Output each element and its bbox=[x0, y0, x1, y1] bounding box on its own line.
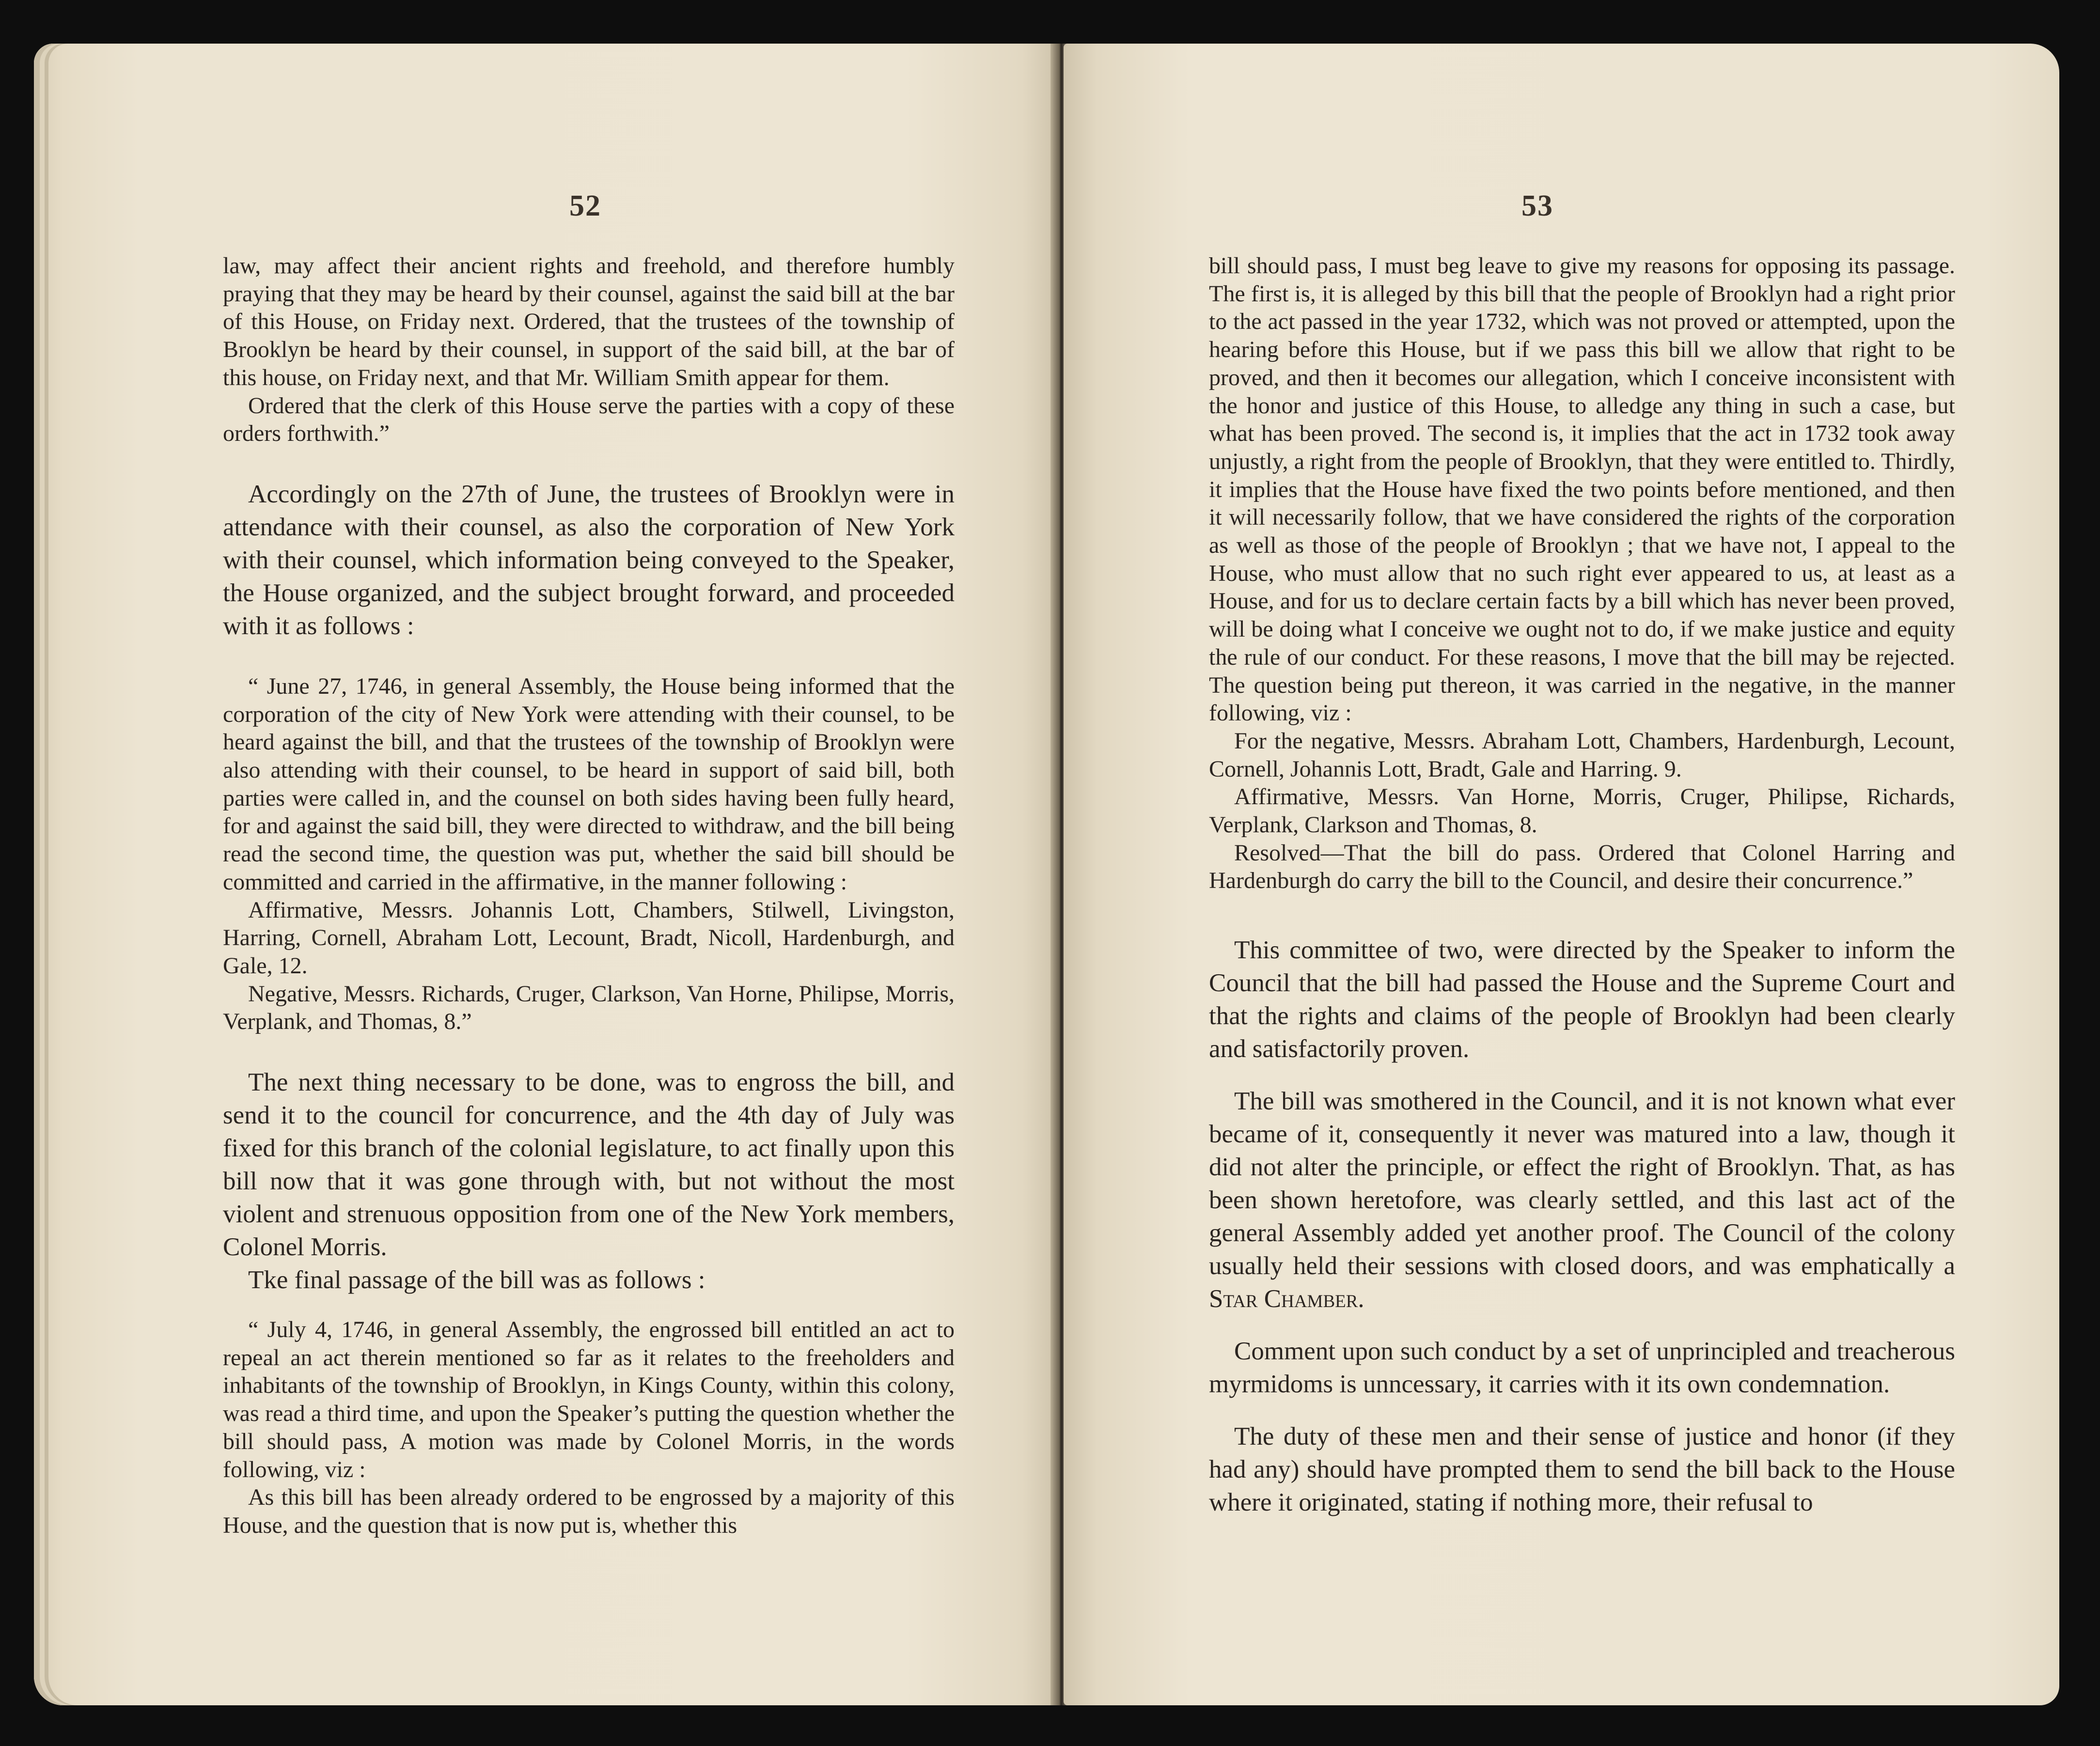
paragraph: The duty of these men and their sense of justice and honor (if they had any) should have prompted them to send the bill back to the House where it originated, stating if nothing more, their refusal to bbox=[1209, 1422, 1955, 1517]
right-text-column bbox=[1209, 252, 1955, 1519]
paragraph: As this bill has been already ordered to be engrossed by a majority of this House, and the question that is now put is, whether this bbox=[223, 1484, 955, 1538]
paragraph bbox=[1209, 1085, 1955, 1315]
quoted-record: “ July 4, 1746, in general Assembly, the engrossed bill entitled an act to repeal an act therein mentioned so far as it relates to the freeholders and inhabitants of the township of Brooklyn, in Kings County, within this colony, was read a third time, and upon the Speaker’s putting the question whether the bill should pass, A motion was made by Colonel Morris, in the words following, viz : bbox=[223, 1317, 955, 1482]
paragraph: Tke final passage of the bill was as follows : bbox=[248, 1266, 705, 1294]
vote-negative: For the negative, Messrs. Abraham Lott, Chambers, Hardenburgh, Lecount, Cornell, Johannis Lott, Bradt, Gale and Harring. 9. bbox=[1209, 728, 1955, 782]
paragraph: Ordered that the clerk of this House serve the parties with a copy of these orders forthwith.” bbox=[223, 392, 955, 447]
star-chamber-term: Star Chamber. bbox=[1209, 1285, 1364, 1313]
quoted-record: “ June 27, 1746, in general Assembly, the House being informed that the corporation of the city of New York were attending with their counsel, to be heard against the bill, and that the trustees of the township of Brooklyn were also attending with their counsel, to be heard in support of said bill, both parties were called in, and the counsel on both sides having been fully heard, for and against the said bill, they were directed to withdraw, and the bill being read the second time, the question was put, whether the said bill should be committed and carried in the affirmative, in the manner following : bbox=[223, 673, 955, 895]
resolution: Resolved—That the bill do pass. Ordered that Colonel Harring and Hardenburgh do carry the bill to the Council, and desire their concurrence.” bbox=[1209, 840, 1955, 894]
page-number: 52 bbox=[569, 189, 601, 222]
vote-affirmative: Affirmative, Messrs. Johannis Lott, Chambers, Stilwell, Livingston, Harring, Cornell, Abraham Lott, Lecount, Bradt, Nicoll, Hardenburgh, and Gale, 12. bbox=[223, 897, 955, 979]
paragraph: bill should pass, I must beg leave to give my reasons for opposing its passage. The first is, it is alleged by this bill that the people of Brooklyn had a right prior to the act passed in the year 1732, which was not proved or attempted, upon the hearing before this House, but if we pass this bill we allow that right to be proved, and then it becomes our allegation, which I conceive inconsistent with the honor and justice of this House, to alledge any thing in such a case, but what has been proved. The second is, it implies that the act in 1732 took away unjustly, a right from the people of Brooklyn, that they were entitled to. Thirdly, it implies that the House have fixed the two points before mentioned, and then it will necessarily follow, that we have considered the rights of the corporation as well as those of the people of Brooklyn ; that we have not, I appeal to the House, who must allow that no such right ever appeared to us, at least as a House, and for us to declare certain facts by a bill which has never been proved, will be doing what I conceive we ought not to do, if we make justice and equity the rule of our conduct. For these reasons, I move that the bill may be rejected. The question being put thereon, it was carried in the negative, in the manner following, viz : bbox=[1209, 253, 1955, 726]
paragraph: Comment upon such conduct by a set of unprincipled and treacherous myrmidoms is unncessary, it carries with it its own condemnation. bbox=[1209, 1337, 1955, 1399]
paragraph: law, may affect their ancient rights and freehold, and therefore humbly praying that they may be heard by their counsel, against the said bill at the bar of this House, on Friday next. Ordered, that the trustees of the township of Brooklyn be heard by their counsel, in support of the said bill, at the bar of this house, on Friday next, and that Mr. William Smith appear for them. bbox=[223, 253, 955, 390]
open-book bbox=[34, 44, 2059, 1705]
vote-affirmative: Affirmative, Messrs. Van Horne, Morris, Cruger, Philipse, Richards, Verplank, Clarkson and Thomas, 8. bbox=[1209, 784, 1955, 838]
right-page bbox=[1064, 44, 2059, 1705]
vote-negative: Negative, Messrs. Richards, Cruger, Clarkson, Van Horne, Philipse, Morris, Verplank, and Thomas, 8.” bbox=[223, 981, 955, 1035]
page-number: 53 bbox=[1521, 189, 1553, 222]
left-text-column bbox=[223, 252, 955, 1540]
paragraph: This committee of two, were directed by the Speaker to inform the Council that the bill had passed the House and the Supreme Court and that the rights and claims of the people of Brooklyn had been clearly and satisfactorily proven. bbox=[1209, 936, 1955, 1063]
paragraph-text: The bill was smothered in the Council, and it is not known what ever became of it, consequently it never was matured into a law, though it did not alter the principle, or effect the right of Brooklyn. That, as has been shown heretofore, was clearly settled, and this last act of the general Assembly added yet another proof. The Council of the colony usually held their sessions with closed doors, and was emphatically a bbox=[1209, 1087, 1955, 1280]
paragraph: Accordingly on the 27th of June, the trustees of Brooklyn were in attendance with their counsel, as also the corporation of New York with their counsel, which information being conveyed to the Speaker, the House organized, and the subject brought forward, and proceeded with it as follows : bbox=[223, 480, 955, 640]
paragraph: The next thing necessary to be done, was to engross the bill, and send it to the council for concurrence, and the 4th day of July was fixed for this branch of the colonial legislature, to act finally upon this bill now that it was gone through with, but not without the most violent and strenuous opposition from one of the New York members, Colonel Morris. bbox=[223, 1068, 955, 1262]
left-page bbox=[34, 44, 1056, 1705]
